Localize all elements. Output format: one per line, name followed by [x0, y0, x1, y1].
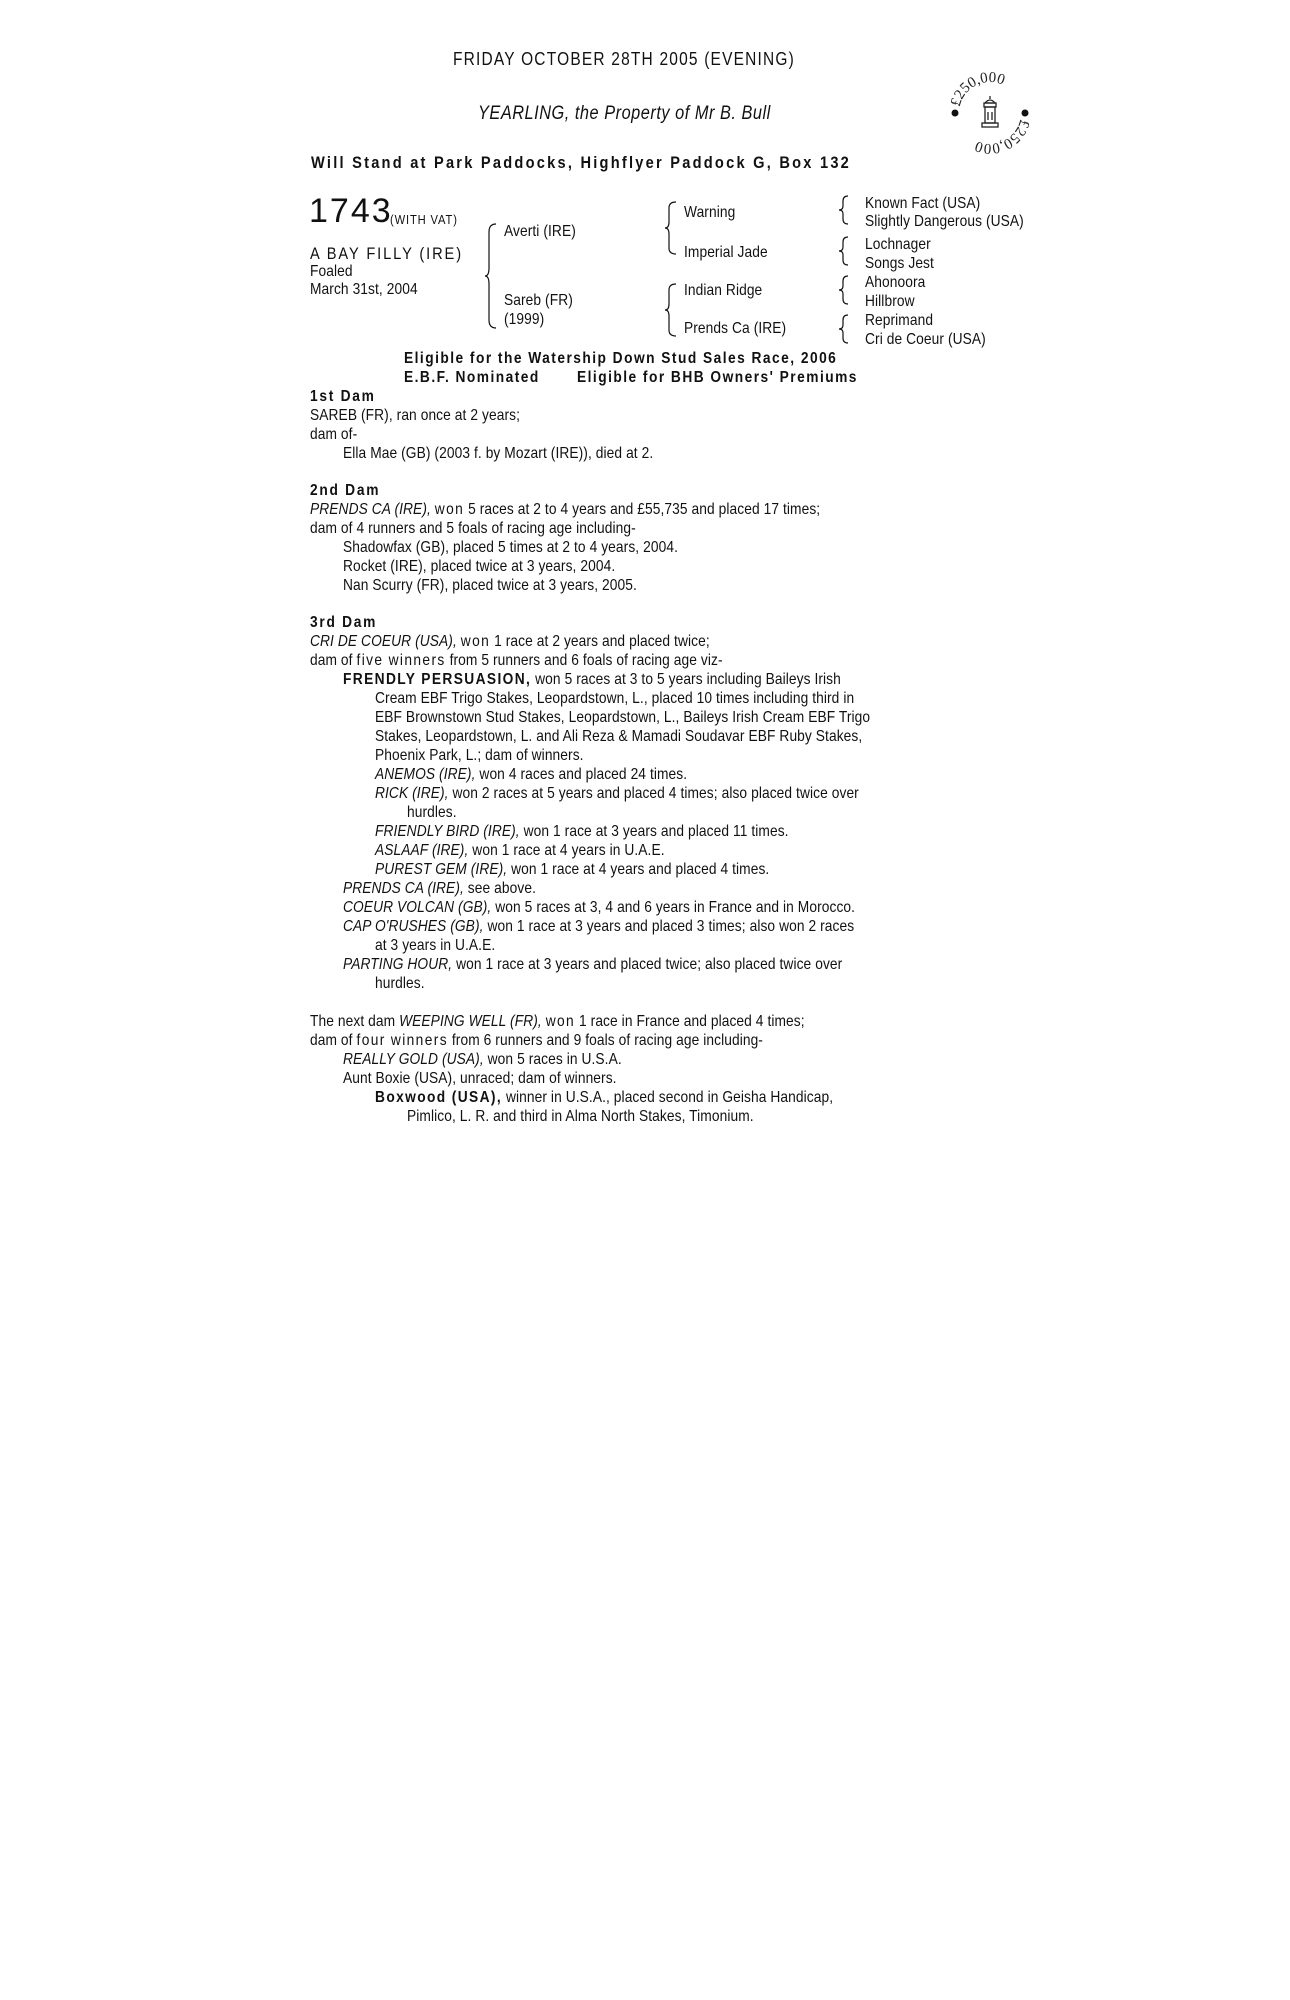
frendly-line-1 — [343, 670, 841, 689]
property-line: YEARLING, the Property of Mr B. Bull — [478, 103, 771, 124]
frendly-text-2: Cream EBF Trigo Stakes, Leopardstown, L., placed 10 times including third in — [375, 690, 855, 707]
next-dam-offspring-1 — [343, 1050, 622, 1069]
first-dam-line-1: SAREB (FR), ran once at 2 years; — [310, 407, 521, 424]
next-dam-won: won — [545, 1013, 576, 1030]
pedigree-ggp-3: Lochnager — [865, 236, 931, 253]
sub-offspring-2-text: won 2 races at 5 years and placed 4 times; also placed twice over — [452, 785, 859, 802]
pedigree-ggp-7: Reprimand — [865, 312, 934, 329]
third-dam-offspring-5-text: won 1 race at 3 years and placed twice; also placed twice over — [456, 956, 843, 973]
sub-offspring-2-name: RICK (IRE), — [375, 785, 449, 802]
second-dam-offspring-3: Nan Scurry (FR), placed twice at 3 years, 2005. — [343, 577, 637, 594]
frendly-text-4: Stakes, Leopardstown, L. and Ali Reza & Mamadi Soudavar EBF Ruby Stakes, — [375, 728, 863, 745]
sub-offspring-1 — [375, 765, 687, 784]
lot-description: A BAY FILLY (IRE) — [310, 244, 463, 263]
boxwood-name: Boxwood (USA), — [375, 1089, 503, 1106]
second-dam-line-2: dam of 4 runners and 5 foals of racing age including- — [310, 520, 636, 537]
sale-date: FRIDAY OCTOBER 28TH 2005 (EVENING) — [453, 49, 796, 69]
vat-note: (WITH VAT) — [390, 212, 458, 227]
third-dam-offspring-2-text: see above. — [467, 880, 536, 897]
lot-number: 1743 — [309, 192, 393, 230]
frendly-text-5: Phoenix Park, L.; dam of winners. — [375, 747, 584, 764]
sub-offspring-4-text: won 1 race at 4 years in U.A.E. — [472, 842, 665, 859]
foaled-date: March 31st, 2004 — [310, 281, 418, 298]
eligibility-bhb: Eligible for BHB Owners' Premiums — [577, 369, 858, 386]
sub-offspring-5 — [375, 860, 769, 879]
svg-text:£250,000: £250,000 — [973, 117, 1033, 157]
next-dam-pre: The next dam — [310, 1013, 396, 1030]
second-dam-offspring-1: Shadowfax (GB), placed 5 times at 2 to 4 years, 2004. — [343, 539, 678, 556]
pedigree-dam-year: (1999) — [504, 311, 545, 328]
pedigree-brace-sire — [664, 200, 678, 261]
pedigree-ggp-2: Slightly Dangerous (USA) — [865, 213, 1024, 230]
pedigree-dam: Sareb (FR) — [504, 292, 573, 309]
boxwood-cont: Pimlico, L. R. and third in Alma North Stakes, Timonium. — [407, 1108, 754, 1125]
boxwood-line — [375, 1088, 833, 1107]
third-dam-offspring-4 — [343, 917, 854, 936]
foaled-label: Foaled — [310, 263, 353, 280]
second-dam-offspring-2: Rocket (IRE), placed twice at 3 years, 2004. — [343, 558, 616, 575]
pedigree-brace-ggp-2 — [838, 235, 850, 272]
pedigree-brace-ggp-3 — [838, 274, 850, 311]
third-dam-offspring-4-cont: at 3 years in U.A.E. — [375, 937, 496, 954]
really-gold-text: won 5 races in U.S.A. — [487, 1051, 622, 1068]
pedigree-gp-4: Prends Ca (IRE) — [684, 320, 787, 337]
second-dam-line-1 — [310, 500, 820, 519]
pedigree-sire: Averti (IRE) — [504, 223, 576, 240]
sub-offspring-1-name: ANEMOS (IRE), — [375, 766, 476, 783]
third-dam-offspring-2 — [343, 879, 536, 898]
third-dam-offspring-5 — [343, 955, 842, 974]
pedigree-ggp-1: Known Fact (USA) — [865, 195, 981, 212]
next-dam-line-1 — [310, 1012, 805, 1031]
first-dam-offspring: Ella Mae (GB) (2003 f. by Mozart (IRE)), died at 2. — [343, 445, 654, 462]
eligibility-sales-race: Eligible for the Watership Down Stud Sales Race, 2006 — [404, 350, 838, 367]
pedigree-brace-main — [484, 222, 498, 335]
third-dam-offspring-3-name: COEUR VOLCAN (GB), — [343, 899, 492, 916]
really-gold-name: REALLY GOLD (USA), — [343, 1051, 484, 1068]
price-seal-logo — [945, 68, 1035, 158]
next-dam-offspring-2: Aunt Boxie (USA), unraced; dam of winners. — [343, 1070, 617, 1087]
first-dam-line-2: dam of- — [310, 426, 358, 443]
sub-offspring-3 — [375, 822, 789, 841]
sub-offspring-5-name: PUREST GEM (IRE), — [375, 861, 508, 878]
pedigree-ggp-8: Cri de Coeur (USA) — [865, 331, 986, 348]
third-dam-heading: 3rd Dam — [310, 614, 378, 631]
stand-line: Will Stand at Park Paddocks, Highflyer Paddock G, Box 132 — [311, 153, 852, 172]
frendly-name: FRENDLY PERSUASION, — [343, 671, 532, 688]
pedigree-gp-2: Imperial Jade — [684, 244, 768, 261]
pedigree-brace-ggp-1 — [838, 194, 850, 231]
frendly-text-3: EBF Brownstown Stud Stakes, Leopardstown, L., Baileys Irish Cream EBF Trigo — [375, 709, 871, 726]
sub-offspring-5-text: won 1 race at 4 years and placed 4 times. — [511, 861, 770, 878]
next-dam-record: 1 race in France and placed 4 times; — [579, 1013, 805, 1030]
pedigree-gp-1: Warning — [684, 204, 736, 221]
third-dam-offspring-4-text: won 1 race at 3 years and placed 3 times; also won 2 races — [487, 918, 855, 935]
second-dam-won: won — [434, 501, 465, 518]
sub-offspring-2-cont: hurdles. — [407, 804, 457, 821]
eligibility-ebf: E.B.F. Nominated — [404, 369, 540, 386]
third-dam-offspring-2-name: PRENDS CA (IRE), — [343, 880, 464, 897]
third-dam-offspring-3-text: won 5 races at 3, 4 and 6 years in France and in Morocco. — [495, 899, 856, 916]
third-dam-line-2-post: from 5 runners and 6 foals of racing age viz- — [449, 652, 723, 669]
sub-offspring-3-name: FRIENDLY BIRD (IRE), — [375, 823, 520, 840]
sub-offspring-2 — [375, 784, 859, 803]
next-dam-line-2-pre: dam of — [310, 1032, 353, 1049]
pedigree-ggp-5: Ahonoora — [865, 274, 926, 291]
pedigree-gp-3: Indian Ridge — [684, 282, 763, 299]
pedigree-ggp-4: Songs Jest — [865, 255, 934, 272]
next-dam-name: WEEPING WELL (FR), — [399, 1013, 542, 1030]
third-dam-offspring-5-cont: hurdles. — [375, 975, 425, 992]
boxwood-text: winner in U.S.A., placed second in Geisha Handicap, — [505, 1089, 834, 1106]
sub-offspring-1-text: won 4 races and placed 24 times. — [479, 766, 688, 783]
third-dam-won: won — [460, 633, 491, 650]
sub-offspring-3-text: won 1 race at 3 years and placed 11 times. — [523, 823, 789, 840]
first-dam-heading: 1st Dam — [310, 388, 376, 405]
pedigree-brace-dam — [664, 282, 678, 343]
next-dam-line-2-post: from 6 runners and 9 foals of racing age including- — [451, 1032, 763, 1049]
pedigree-brace-ggp-4 — [838, 313, 850, 350]
next-dam-line-2 — [310, 1031, 763, 1050]
third-dam-name: CRI DE COEUR (USA), — [310, 633, 457, 650]
next-dam-winners: four winners — [356, 1032, 448, 1049]
sub-offspring-4-name: ASLAAF (IRE), — [375, 842, 469, 859]
third-dam-offspring-3 — [343, 898, 855, 917]
third-dam-offspring-5-name: PARTING HOUR, — [343, 956, 453, 973]
sub-offspring-4 — [375, 841, 665, 860]
second-dam-record: 5 races at 2 to 4 years and £55,735 and placed 17 times; — [468, 501, 821, 518]
third-dam-offspring-4-name: CAP O'RUSHES (GB), — [343, 918, 484, 935]
second-dam-heading: 2nd Dam — [310, 482, 381, 499]
third-dam-winners: five winners — [356, 652, 446, 669]
third-dam-record: 1 race at 2 years and placed twice; — [494, 633, 710, 650]
svg-text:£250,000: £250,000 — [947, 69, 1007, 109]
frendly-text-1: won 5 races at 3 to 5 years including Baileys Irish — [535, 671, 841, 688]
third-dam-line-2-pre: dam of — [310, 652, 353, 669]
second-dam-name: PRENDS CA (IRE), — [310, 501, 431, 518]
third-dam-line-2 — [310, 651, 723, 670]
pedigree-ggp-6: Hillbrow — [865, 293, 915, 310]
third-dam-line-1 — [310, 632, 710, 651]
